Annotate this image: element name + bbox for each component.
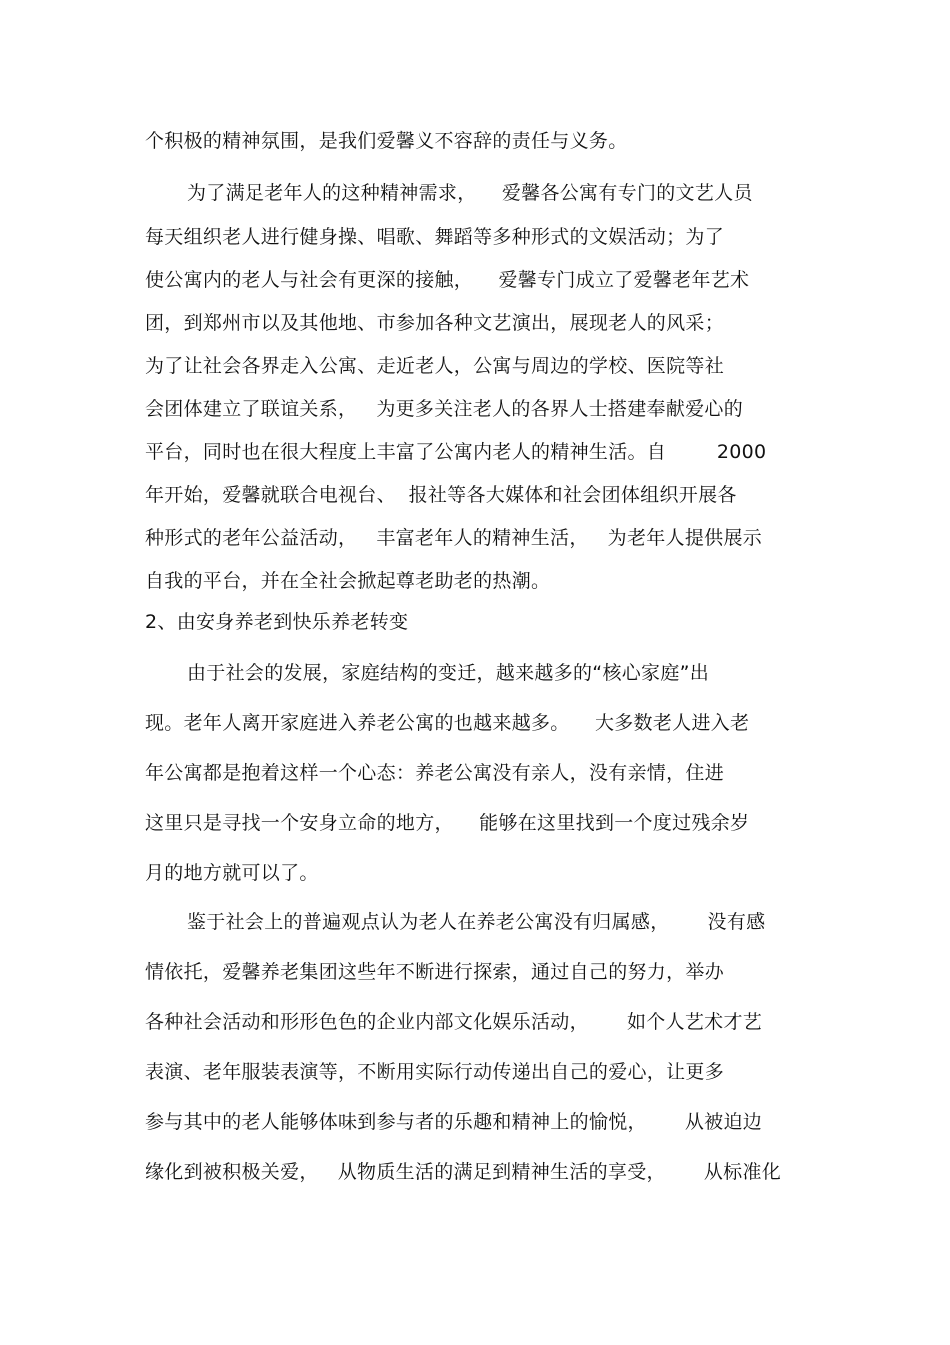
text-line: 各种社会活动和形形色色的企业内部文化娱乐活动， 如个人艺术才艺 [145, 1011, 763, 1033]
text-line: 现。老年人离开家庭进入养老公寓的也越来越多。 大多数老人进入老 [145, 712, 750, 734]
text-line: 自我的平台，并在全社会掀起尊老助老的热潮。 [145, 570, 551, 592]
text-line: 种形式的老年公益活动， 丰富老年人的精神生活， 为老年人提供展示 [145, 527, 763, 549]
text-line: 年公寓都是抱着这样一个心态：养老公寓没有亲人，没有亲情，住进 [145, 762, 725, 784]
paragraph-first-line: 由于社会的发展，家庭结构的变迁，越来越多的“核心家庭”出 [187, 662, 710, 684]
text-line: 每天组织老人进行健身操、唱歌、舞蹈等多种形式的文娱活动；为了 [145, 226, 725, 248]
text-line: 参与其中的老人能够体味到参与者的乐趣和精神上的愉悦， 从被迫边 [145, 1111, 763, 1133]
text-line: 平台，同时也在很大程度上丰富了公寓内老人的精神生活。自 2000 [145, 441, 767, 463]
text-line: 团，到郑州市以及其他地、市参加各种文艺演出，展现老人的风采； [145, 312, 725, 334]
text-line: 个积极的精神氛围，是我们爱馨义不容辞的责任与义务。 [145, 130, 628, 152]
text-line: 缘化到被积极关爱， 从物质生活的满足到精神生活的享受， 从标准化 [145, 1161, 782, 1183]
text-line: 情依托，爱馨养老集团这些年不断进行探索，通过自己的努力，举办 [145, 961, 725, 983]
text-line: 表演、老年服装表演等，不断用实际行动传递出自己的爱心，让更多 [145, 1061, 725, 1083]
text-line: 使公寓内的老人与社会有更深的接触， 爱馨专门成立了爱馨老年艺术 [145, 269, 750, 291]
text-line: 为了让社会各界走入公寓、走近老人，公寓与周边的学校、医院等社 [145, 355, 725, 377]
text-line: 年开始，爱馨就联合电视台、 报社等各大媒体和社会团体组织开展各 [145, 484, 737, 506]
section-heading: 2、由安身养老到快乐养老转变 [145, 611, 409, 633]
paragraph-first-line: 鉴于社会上的普遍观点认为老人在养老公寓没有归属感， 没有感 [187, 911, 766, 933]
text-line: 月的地方就可以了。 [145, 862, 319, 884]
text-line: 这里只是寻找一个安身立命的地方， 能够在这里找到一个度过残余岁 [145, 812, 750, 834]
text-line: 会团体建立了联谊关系， 为更多关注老人的各界人士搭建奉献爱心的 [145, 398, 744, 420]
paragraph-first-line: 为了满足老年人的这种精神需求， 爱馨各公寓有专门的文艺人员 [187, 182, 753, 204]
